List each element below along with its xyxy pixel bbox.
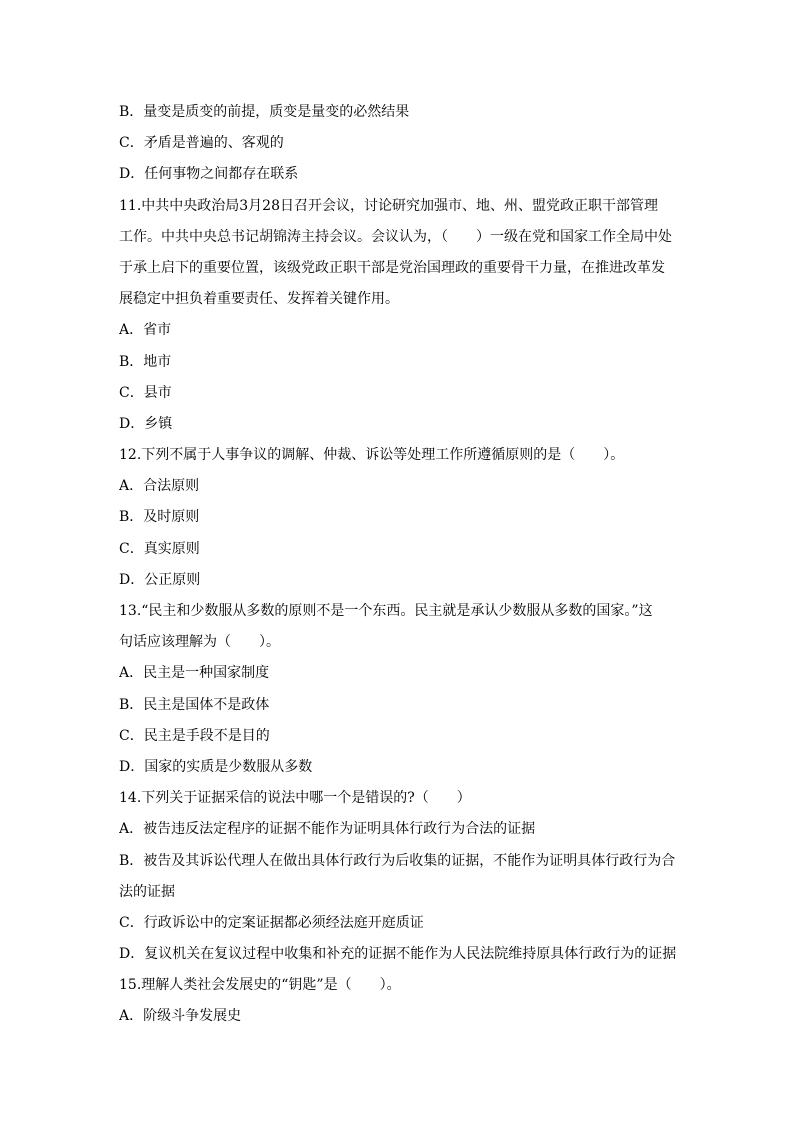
question-line: 13.“民主和少数服从多数的原则不是一个东西。民主就是承认少数服从多数的国家。”这 <box>119 603 653 619</box>
option-line: C．行政诉讼中的定案证据都必须经法庭开庭质证 <box>119 914 424 931</box>
option-line: C．真实原则 <box>119 540 200 557</box>
option-line: B．被告及其诉讼代理人在做出具体行政行为后收集的证据，不能作为证明具体行政行为合 <box>119 852 676 869</box>
question-line: 15.理解人类社会发展史的“钥匙”是（ ）。 <box>119 977 401 994</box>
question-line: 展稳定中担负着重要责任、发挥着关键作用。 <box>119 291 399 308</box>
option-line: B．及时原则 <box>119 509 200 526</box>
option-line: D．乡镇 <box>119 415 173 432</box>
question-line: 11.中共中央政治局3月28日召开会议，讨论研究加强市、地、州、盟党政正职干部管理 <box>119 197 658 214</box>
option-line: D．复议机关在复议过程中收集和补充的证据不能作为人民法院维持原具体行政行为的证据 <box>119 946 677 963</box>
option-line: C．矛盾是普遍的、客观的 <box>119 135 284 152</box>
option-line: A．阶级斗争发展史 <box>119 1008 242 1025</box>
option-line: D．任何事物之间都存在联系 <box>119 166 299 183</box>
question-line: 12.下列不属于人事争议的调解、仲裁、诉讼等处理工作所遵循原则的是（ ）。 <box>119 447 625 464</box>
option-line: C．县市 <box>119 384 172 401</box>
option-line: C．民主是手段不是目的 <box>119 727 270 744</box>
question-line: 14.下列关于证据采信的说法中哪一个是错误的?（ ） <box>119 790 471 807</box>
option-line: A．被告违反法定程序的证据不能作为证明具体行政行为合法的证据 <box>119 821 536 838</box>
option-line: B．地市 <box>119 353 172 370</box>
question-line: 句话应该理解为（ ）。 <box>119 634 280 651</box>
option-line: A．民主是一种国家制度 <box>119 665 270 682</box>
question-line: 于承上启下的重要位置，该级党政正职干部是党治国理政的重要骨干力量，在推进改革发 <box>119 259 665 276</box>
option-line: A．省市 <box>119 322 172 339</box>
option-line: B．量变是质变的前提，质变是量变的必然结果 <box>119 104 410 120</box>
option-line: A．合法原则 <box>119 478 200 495</box>
option-line: D．公正原则 <box>119 571 201 588</box>
question-line: 工作。中共中央总书记胡锦涛主持会议。会议认为，（ ）一级在党和国家工作全局中处 <box>119 228 672 245</box>
option-line: D．国家的实质是少数服从多数 <box>119 758 313 775</box>
option-line: B．民主是国体不是政体 <box>119 696 270 713</box>
document-body <box>119 100 679 1036</box>
option-line: 法的证据 <box>119 883 175 900</box>
